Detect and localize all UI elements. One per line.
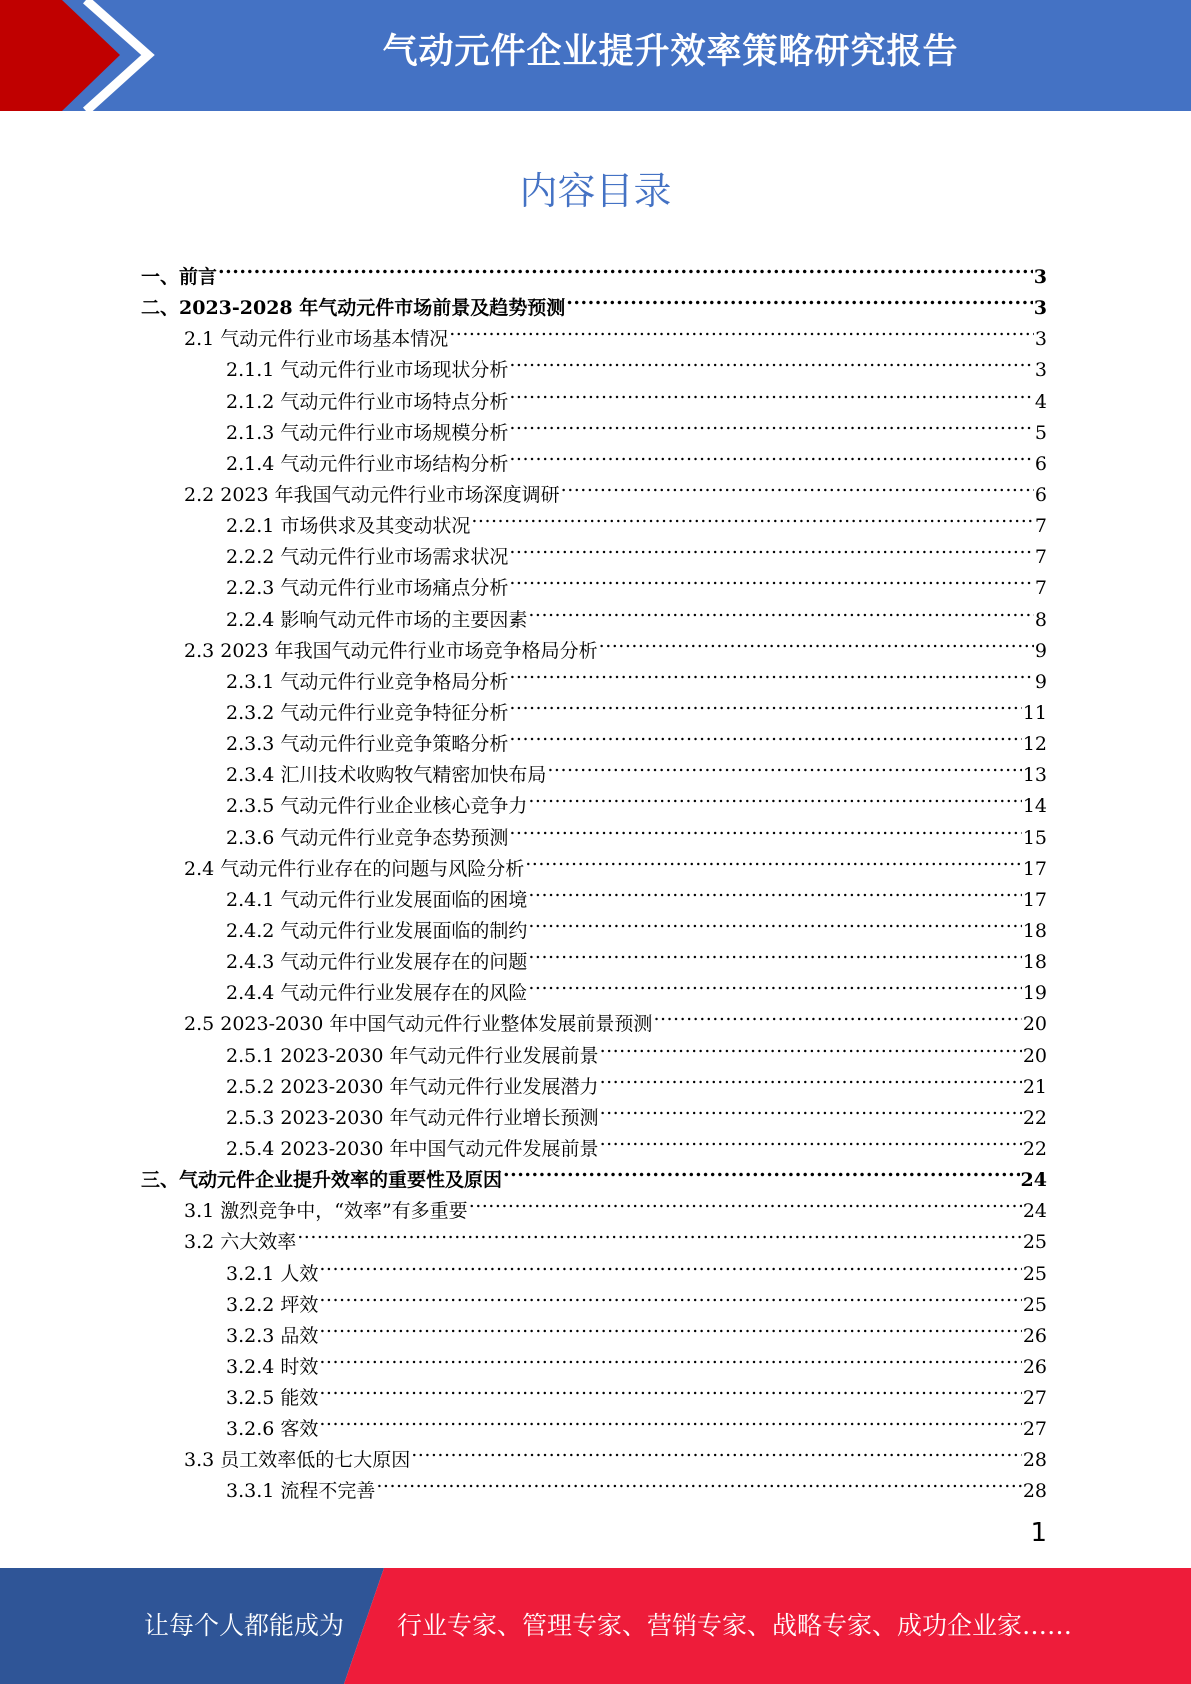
toc-entry-page: 21 xyxy=(1022,1075,1047,1098)
toc-entry-label: 2.5.3 2023-2030 年气动元件行业增长预测 xyxy=(226,1106,599,1129)
toc-entry-page: 3 xyxy=(1034,359,1047,382)
toc-entry-page: 27 xyxy=(1022,1387,1047,1410)
toc-entry-label: 3.3.1 流程不完善 xyxy=(226,1480,376,1503)
toc-entry-label: 3.2.2 坪效 xyxy=(226,1293,319,1316)
toc-entry-page: 3 xyxy=(1033,266,1047,288)
toc-leader-dots xyxy=(376,1466,1021,1497)
toc-leader-dots xyxy=(528,906,1021,937)
toc-leader-dots xyxy=(509,719,1021,750)
toc-entry-page: 18 xyxy=(1022,919,1047,942)
toc-leader-dots xyxy=(600,1124,1022,1155)
toc-leader-dots xyxy=(471,501,1034,532)
toc-entry-page: 25 xyxy=(1022,1231,1047,1254)
toc-entry-label: 2.1.1 气动元件行业市场现状分析 xyxy=(226,359,509,382)
toc-entry-page: 11 xyxy=(1022,701,1047,724)
toc-entry-label: 2.5.2 2023-2030 年气动元件行业发展潜力 xyxy=(226,1075,599,1098)
toc-entry-label: 二、2023-2028 年气动元件市场前景及趋势预测 xyxy=(141,297,566,320)
toc-leader-dots xyxy=(528,595,1034,626)
toc-leader-dots xyxy=(503,1155,1020,1186)
toc-entry-label: 2.3.4 汇川技术收购牧气精密加快布局 xyxy=(226,764,547,787)
toc-leader-dots xyxy=(411,1435,1022,1466)
page-header xyxy=(0,0,1191,111)
toc-entry-label: 3.3 员工效率低的七大原因 xyxy=(184,1449,411,1472)
toc-leader-dots xyxy=(509,532,1034,563)
toc-entry-label: 2.5.4 2023-2030 年中国气动元件发展前景 xyxy=(226,1137,599,1160)
toc-leader-dots xyxy=(509,688,1021,719)
toc-entry-label: 3.2 六大效率 xyxy=(184,1231,297,1254)
toc-entry-label: 3.2.5 能效 xyxy=(226,1387,319,1410)
toc-entry-label: 2.4.2 气动元件行业发展面临的制约 xyxy=(226,919,528,942)
toc-leader-dots xyxy=(561,470,1034,501)
toc-entry-page: 7 xyxy=(1034,515,1047,538)
toc-entry-label: 2.3.3 气动元件行业竞争策略分析 xyxy=(226,733,509,756)
toc-entry-page: 13 xyxy=(1022,764,1047,787)
toc-entry-label: 2.1.3 气动元件行业市场规模分析 xyxy=(226,421,509,444)
toc-entry-page: 12 xyxy=(1022,733,1047,756)
toc-entry-page: 9 xyxy=(1034,670,1047,693)
toc-entry-page: 25 xyxy=(1022,1293,1047,1316)
toc-entry-page: 15 xyxy=(1022,826,1047,849)
toc-entry-page: 20 xyxy=(1022,1013,1047,1036)
toc-leader-dots xyxy=(600,1031,1022,1062)
toc-leader-dots xyxy=(599,626,1034,657)
toc-entry[interactable] xyxy=(141,283,1047,320)
toc-leader-dots xyxy=(525,844,1022,875)
toc-leader-dots xyxy=(566,283,1033,314)
toc-entry-label: 2.2.2 气动元件行业市场需求状况 xyxy=(226,546,509,569)
toc-entry-label: 2.2.3 气动元件行业市场痛点分析 xyxy=(226,577,509,600)
toc-entry-page: 3 xyxy=(1033,297,1047,320)
toc-leader-dots xyxy=(319,1249,1021,1280)
toc-leader-dots xyxy=(509,657,1034,688)
header-arrow-decoration xyxy=(0,0,170,111)
toc-leader-dots xyxy=(528,968,1021,999)
toc-entry-label: 2.3.5 气动元件行业企业核心竞争力 xyxy=(226,795,528,818)
toc-entry-label: 2.4.4 气动元件行业发展存在的风险 xyxy=(226,982,528,1005)
toc-leader-dots xyxy=(509,813,1021,844)
toc-entry-label: 2.1.2 气动元件行业市场特点分析 xyxy=(226,390,509,413)
toc-leader-dots xyxy=(600,1093,1022,1124)
toc-entry-label: 2.3.2 气动元件行业竞争特征分析 xyxy=(226,701,509,724)
report-title: 气动元件企业提升效率策略研究报告 xyxy=(382,32,959,72)
toc-entry-label: 2.3 2023 年我国气动元件行业市场竞争格局分析 xyxy=(184,639,598,662)
toc-entry-page: 19 xyxy=(1022,982,1047,1005)
toc-leader-dots xyxy=(218,252,1033,283)
toc-leader-dots xyxy=(509,408,1034,439)
toc-entry-label: 2.2.4 影响气动元件市场的主要因素 xyxy=(226,608,528,631)
toc-entry-label: 3.1 激烈竞争中，“效率”有多重要 xyxy=(184,1200,468,1223)
toc-entry-page: 28 xyxy=(1022,1449,1047,1472)
toc-entry-label: 2.5 2023-2030 年中国气动元件行业整体发展前景预测 xyxy=(184,1013,653,1036)
toc-leader-dots xyxy=(528,781,1021,812)
toc-entry-page: 17 xyxy=(1022,857,1047,880)
toc-entry-label: 2.1.4 气动元件行业市场结构分析 xyxy=(226,452,509,475)
toc-leader-dots xyxy=(319,1342,1021,1373)
toc-leader-dots xyxy=(547,750,1021,781)
toc-entry-label: 2.2 2023 年我国气动元件行业市场深度调研 xyxy=(184,483,560,506)
toc-leader-dots xyxy=(509,439,1034,470)
toc-leader-dots xyxy=(449,314,1034,345)
toc-entry-page: 25 xyxy=(1022,1262,1047,1285)
toc-entry-label: 3.2.1 人效 xyxy=(226,1262,319,1285)
toc-leader-dots xyxy=(319,1280,1021,1311)
toc-entry-page: 6 xyxy=(1034,452,1047,475)
toc-entry-page: 24 xyxy=(1020,1169,1047,1192)
toc-leader-dots xyxy=(528,875,1021,906)
toc-leader-dots xyxy=(319,1311,1021,1342)
toc-entry-label: 2.4 气动元件行业存在的问题与风险分析 xyxy=(184,857,525,880)
footer-slogan-right: 行业专家、管理专家、营销专家、战略专家、成功企业家…… xyxy=(397,1611,1073,1640)
page-footer xyxy=(0,1568,1191,1684)
toc-entry-page: 20 xyxy=(1022,1044,1047,1067)
toc-leader-dots xyxy=(319,1404,1021,1435)
page-number: 1 xyxy=(1030,1518,1047,1548)
toc-entry-page: 5 xyxy=(1034,421,1047,444)
toc-leader-dots xyxy=(653,999,1021,1030)
toc-entry-page: 7 xyxy=(1034,577,1047,600)
toc-entry-page: 18 xyxy=(1022,951,1047,974)
toc-entry-label: 一、前言 xyxy=(141,266,218,288)
toc-entry-label: 2.4.3 气动元件行业发展存在的问题 xyxy=(226,951,528,974)
toc-entry-page: 26 xyxy=(1022,1324,1047,1347)
toc-entry-page: 8 xyxy=(1034,608,1047,631)
toc-entry-page: 22 xyxy=(1022,1106,1047,1129)
toc-leader-dots xyxy=(509,345,1034,376)
toc-entry-label: 2.3.6 气动元件行业竞争态势预测 xyxy=(226,826,509,849)
toc-heading: 内容目录 xyxy=(519,169,672,213)
table-of-contents xyxy=(141,252,1047,1503)
toc-entry-page: 3 xyxy=(1034,328,1047,351)
toc-leader-dots xyxy=(469,1186,1022,1217)
toc-entry-page: 28 xyxy=(1022,1480,1047,1503)
toc-entry-page: 7 xyxy=(1034,546,1047,569)
toc-entry-page: 9 xyxy=(1034,639,1047,662)
toc-entry-page: 22 xyxy=(1022,1137,1047,1160)
toc-leader-dots xyxy=(528,937,1021,968)
toc-entry-label: 三、气动元件企业提升效率的重要性及原因 xyxy=(141,1169,503,1192)
toc-entry-page: 14 xyxy=(1022,795,1047,818)
toc-entry-label: 2.5.1 2023-2030 年气动元件行业发展前景 xyxy=(226,1044,599,1067)
toc-leader-dots xyxy=(509,377,1034,408)
toc-entry-page: 4 xyxy=(1034,390,1047,413)
footer-slogan-left: 让每个人都能成为 xyxy=(144,1611,345,1640)
toc-entry[interactable] xyxy=(141,252,1047,288)
toc-entry-label: 2.4.1 气动元件行业发展面临的困境 xyxy=(226,888,528,911)
toc-entry-page: 26 xyxy=(1022,1355,1047,1378)
toc-leader-dots xyxy=(600,1062,1022,1093)
toc-entry-page: 24 xyxy=(1022,1200,1047,1223)
toc-entry-label: 2.1 气动元件行业市场基本情况 xyxy=(184,328,449,351)
toc-entry-page: 27 xyxy=(1022,1418,1047,1441)
toc-entry-label: 3.2.6 客效 xyxy=(226,1418,319,1441)
toc-leader-dots xyxy=(509,563,1034,594)
toc-leader-dots xyxy=(297,1217,1022,1248)
toc-leader-dots xyxy=(319,1373,1021,1404)
toc-entry-label: 3.2.3 品效 xyxy=(226,1324,319,1347)
toc-entry-page: 17 xyxy=(1022,888,1047,911)
toc-entry-label: 3.2.4 时效 xyxy=(226,1355,319,1378)
toc-entry-page: 6 xyxy=(1034,483,1047,506)
toc-entry-label: 2.2.1 市场供求及其变动状况 xyxy=(226,515,471,538)
toc-entry-label: 2.3.1 气动元件行业竞争格局分析 xyxy=(226,670,509,693)
